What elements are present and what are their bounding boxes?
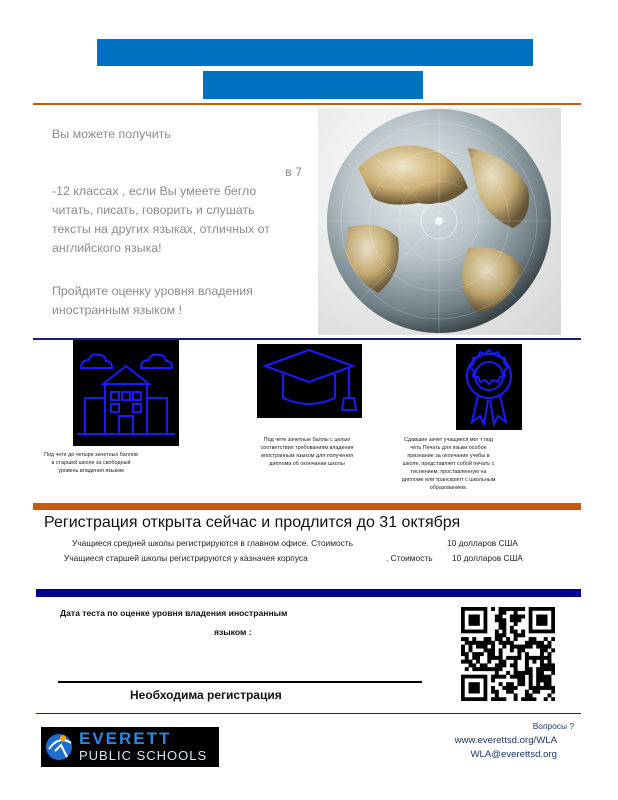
middle-school-info: Учащиеся средней школы регистрируются в главном офисе. Стоимость [72,538,354,548]
middle-school-price: 10 долларов США [447,538,518,548]
divider-navy-thick [36,589,581,597]
intro-line: читать, писать, говорить и слушать [52,203,255,217]
intro-line: в 7 [285,165,302,179]
registration-title: Регистрация открыта сейчас и продлится до 31 октября [44,514,461,531]
high-school-info: Учащиеся старшей школы регистрируются у казначея корпуса [64,553,308,563]
icon-caption-3: Сдавшие зачет учащиеся мог т под четь Печать для языки особое признание за окончание учебы в школе, представляет собой печать с тиснением, проставленную на дипломе или транскрипт с школьным образованием. [401,437,496,491]
high-school-price: 10 долларов США [452,553,523,563]
email-link[interactable]: WLA@everettsd.org [470,749,557,760]
intro-line: тексты на других языках, отличных от [52,222,270,236]
divider-navy-bottom [36,713,581,714]
questions-label: Вопросы ? [532,721,574,731]
logo-line-2: PUBLIC SCHOOLS [79,748,208,763]
date-line [58,681,422,683]
intro-line: английского языка! [52,241,162,255]
title-banner-top [97,39,533,66]
title-banner-bottom [203,71,423,99]
qr-code[interactable] [461,607,555,701]
globe-image [318,108,561,335]
school-building-icon [73,340,179,446]
intro-line: -12 классах , если Вы умеете бегло [52,184,257,198]
intro-line [52,144,302,163]
divider-orange-thick [33,503,581,510]
award-ribbon-icon [456,344,522,430]
logo-line-1: EVERETT [79,729,172,748]
cta-line: Пройдите оценку уровня владения [52,284,253,298]
website-link[interactable]: www.everettsd.org/WLA [454,735,557,746]
high-school-cost-label: . Стоимость [386,553,433,563]
intro-text [52,125,302,320]
icon-caption-2: Под чете зачетные баллы с целью соответствия требованиям владения иностранным языком для получения диплома об окончании школы [260,437,354,467]
test-date-label: Дата теста по оценке уровня владения иностранным [60,608,288,618]
registration-required: Необходима регистрация [130,688,282,702]
everett-public-schools-logo [41,727,219,767]
intro-line: Вы можете получить [52,127,171,141]
icon-caption-1: Под чете до четыре зачетных баллов в старшей школе за свободный уровень владения языком [44,452,138,474]
graduation-cap-icon [257,344,362,418]
cta-line: иностранным языком ! [52,303,183,317]
divider-orange-top [33,103,581,105]
test-date-label-2: языком : [214,627,252,637]
